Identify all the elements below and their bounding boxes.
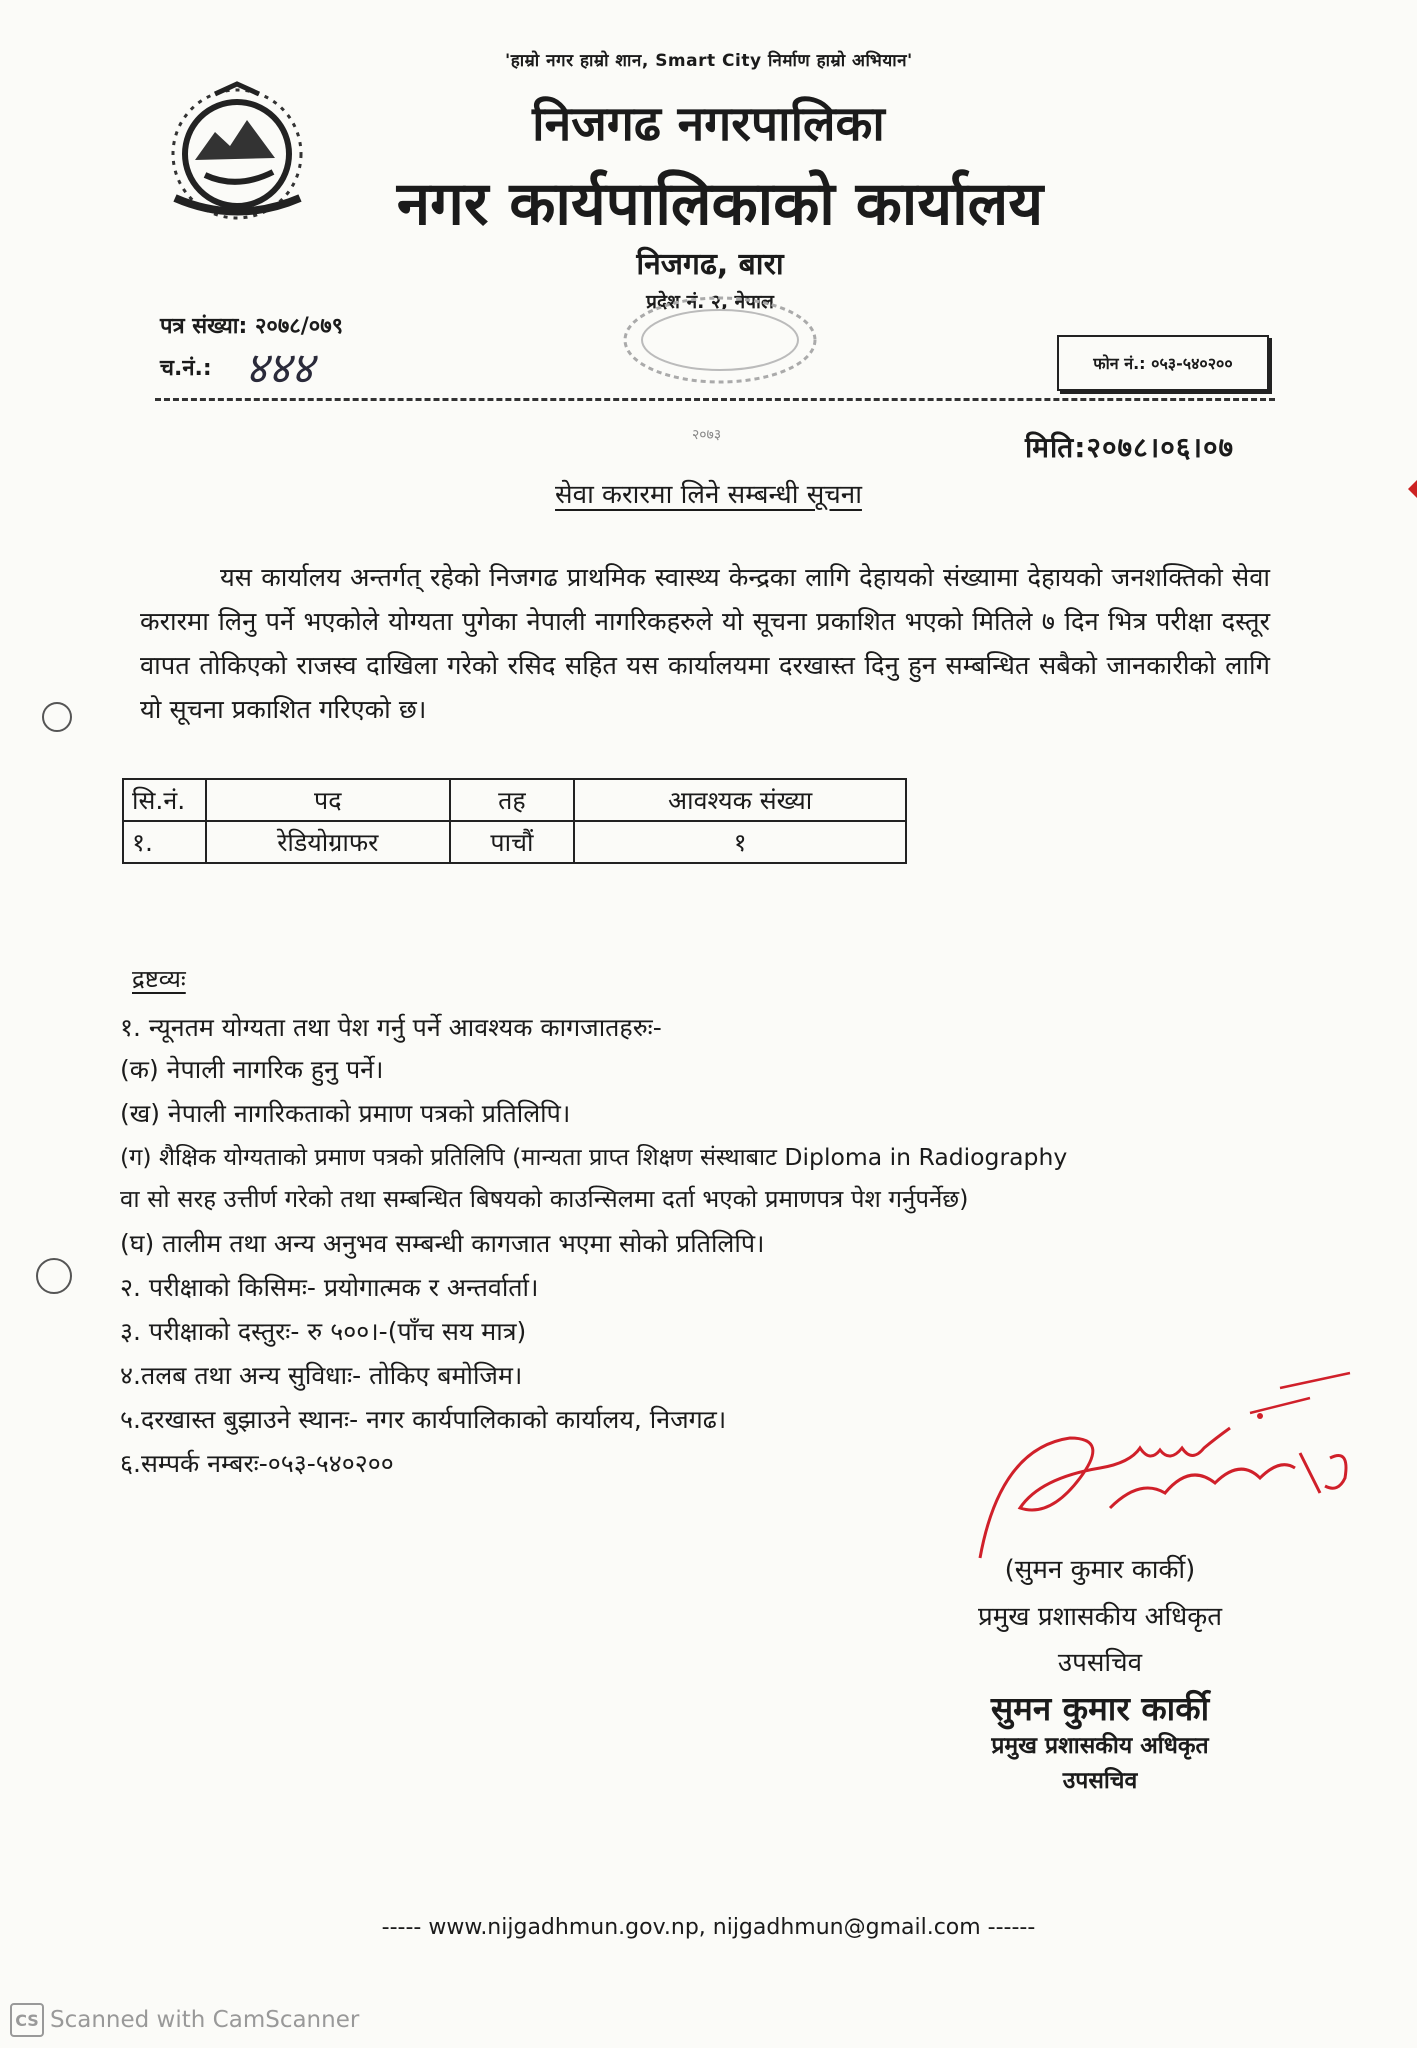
signatory-title: प्रमुख प्रशासकीय अधिकृत [977, 1602, 1223, 1632]
cell-level: पाचौं [450, 821, 575, 863]
dispatch-number: ४४४ [245, 343, 314, 394]
address-line-1: निजगढ, बारा [636, 247, 784, 282]
note-item: १. न्यूनतम योग्यता तथा पेश गर्नु पर्ने आवश्यक कागजातहरुः- [120, 1013, 662, 1042]
punch-hole [42, 702, 72, 732]
phone-box [1057, 335, 1269, 391]
note-item: वा सो सरह उत्तीर्ण गरेको तथा सम्बन्धित बिषयको काउन्सिलमा दर्ता भएको प्रमाणपत्र पेश गर्नुपर्नेछ) [120, 1185, 969, 1213]
camscanner-logo-icon: CS [10, 2003, 44, 2037]
camscanner-text: Scanned with CamScanner [50, 2007, 360, 2033]
stamp-name: सुमन कुमार कार्की [990, 1689, 1210, 1728]
stamp-title: प्रमुख प्रशासकीय अधिकृत [991, 1733, 1209, 1759]
header-divider [155, 398, 1275, 401]
col-header-level: तह [450, 779, 575, 821]
note-item: (घ) तालीम तथा अन्य अनुभव सम्बन्धी कागजात भएमा सोको प्रतिलिपि। [120, 1229, 765, 1258]
note-item: ३. परीक्षाको दस्तुरः- रु ५००।-(पाँच सय मात्र) [120, 1317, 527, 1346]
document-date: मिति:२०७८।०६।०७ [1025, 431, 1235, 464]
posts-table [122, 778, 907, 864]
office-stamp-icon [600, 290, 840, 440]
cell-post: रेडियोग्राफर [206, 821, 450, 863]
note-item: ६.सम्पर्क नम्बरः-०५३-५४०२०० [120, 1449, 394, 1478]
note-item: ५.दरखास्त बुझाउने स्थानः- नगर कार्यपालिकाको कार्यालय, निजगढ। [120, 1405, 727, 1434]
note-item: २. परीक्षाको किसिमः- प्रयोगात्मक र अन्तर्वार्ता। [120, 1273, 539, 1302]
edge-mark [1408, 480, 1417, 498]
notice-body: यस कार्यालय अन्तर्गत् रहेको निजगढ प्राथमिक स्वास्थ्य केन्द्रका लागि देहायको संख्यामा देहायको जनशक्तिको सेवा करारमा लिनु पर्ने भएकोले योग्यता पुगेका नेपाली नागरिकहरुले यो सूचना प्रकाशित भएको मितिले ७ दिन भित्र परीक्षा दस्तूर वापत तोकिएको राजस्व दाखिला गरेको रसिद सहित यस कार्यालयमा दरखास्त दिनु हुन सम्बन्धित सबैको जानकारीको लागि यो सूचना प्रकाशित गरिएको छ। [140, 563, 1270, 725]
municipality-name: निजगढ नगरपालिका [532, 96, 885, 152]
col-header-serial: सि.नं. [123, 779, 206, 821]
dispatch-label: च.नं.: [160, 356, 212, 381]
cell-required: १ [574, 821, 906, 863]
address-line-2: प्रदेश नं. २, नेपाल [646, 291, 774, 313]
signatory-name: (सुमन कुमार कार्की) [1004, 1555, 1196, 1585]
office-name: नगर कार्यपालिकाको कार्यालय [396, 169, 1044, 239]
col-header-post: पद [206, 779, 450, 821]
phone-number: फोन नं.: ०५३-५४०२०० [1093, 354, 1233, 373]
handwritten-signature-icon [960, 1368, 1380, 1568]
slogan: 'हाम्रो नगर हाम्रो शान, Smart City निर्माण हाम्रो अभियान' [505, 51, 913, 71]
table-row [123, 821, 906, 863]
signatory-rank: उपसचिव [1057, 1648, 1143, 1678]
note-item: (ख) नेपाली नागरिकताको प्रमाण पत्रको प्रतिलिपि। [120, 1099, 571, 1128]
col-header-required: आवश्यक संख्या [574, 779, 906, 821]
notes-heading: द्रष्टव्यः [132, 965, 186, 993]
cell-serial: १. [123, 821, 206, 863]
punch-hole [36, 1258, 72, 1294]
stamp-year: २०७३ [692, 427, 722, 443]
camscanner-watermark [10, 2003, 359, 2037]
letter-number: पत्र संख्या: २०७८/०७९ [160, 314, 344, 339]
footer-contact: ----- www.nijgadhmun.gov.np, nijgadhmun@gmail.com ------ [381, 1915, 1036, 1940]
table-header-row [123, 779, 906, 821]
notice-subject: सेवा करारमा लिने सम्बन्धी सूचना [555, 480, 862, 510]
stamp-rank: उपसचिव [1062, 1768, 1138, 1794]
note-item: (ग) शैक्षिक योग्यताको प्रमाण पत्रको प्रतिलिपि (मान्यता प्राप्त शिक्षण संस्थाबाट Diploma in Radiography [120, 1143, 1068, 1171]
note-item: ४.तलब तथा अन्य सुविधाः- तोकिए बमोजिम। [120, 1361, 523, 1390]
note-item: (क) नेपाली नागरिक हुनु पर्ने। [120, 1055, 384, 1084]
